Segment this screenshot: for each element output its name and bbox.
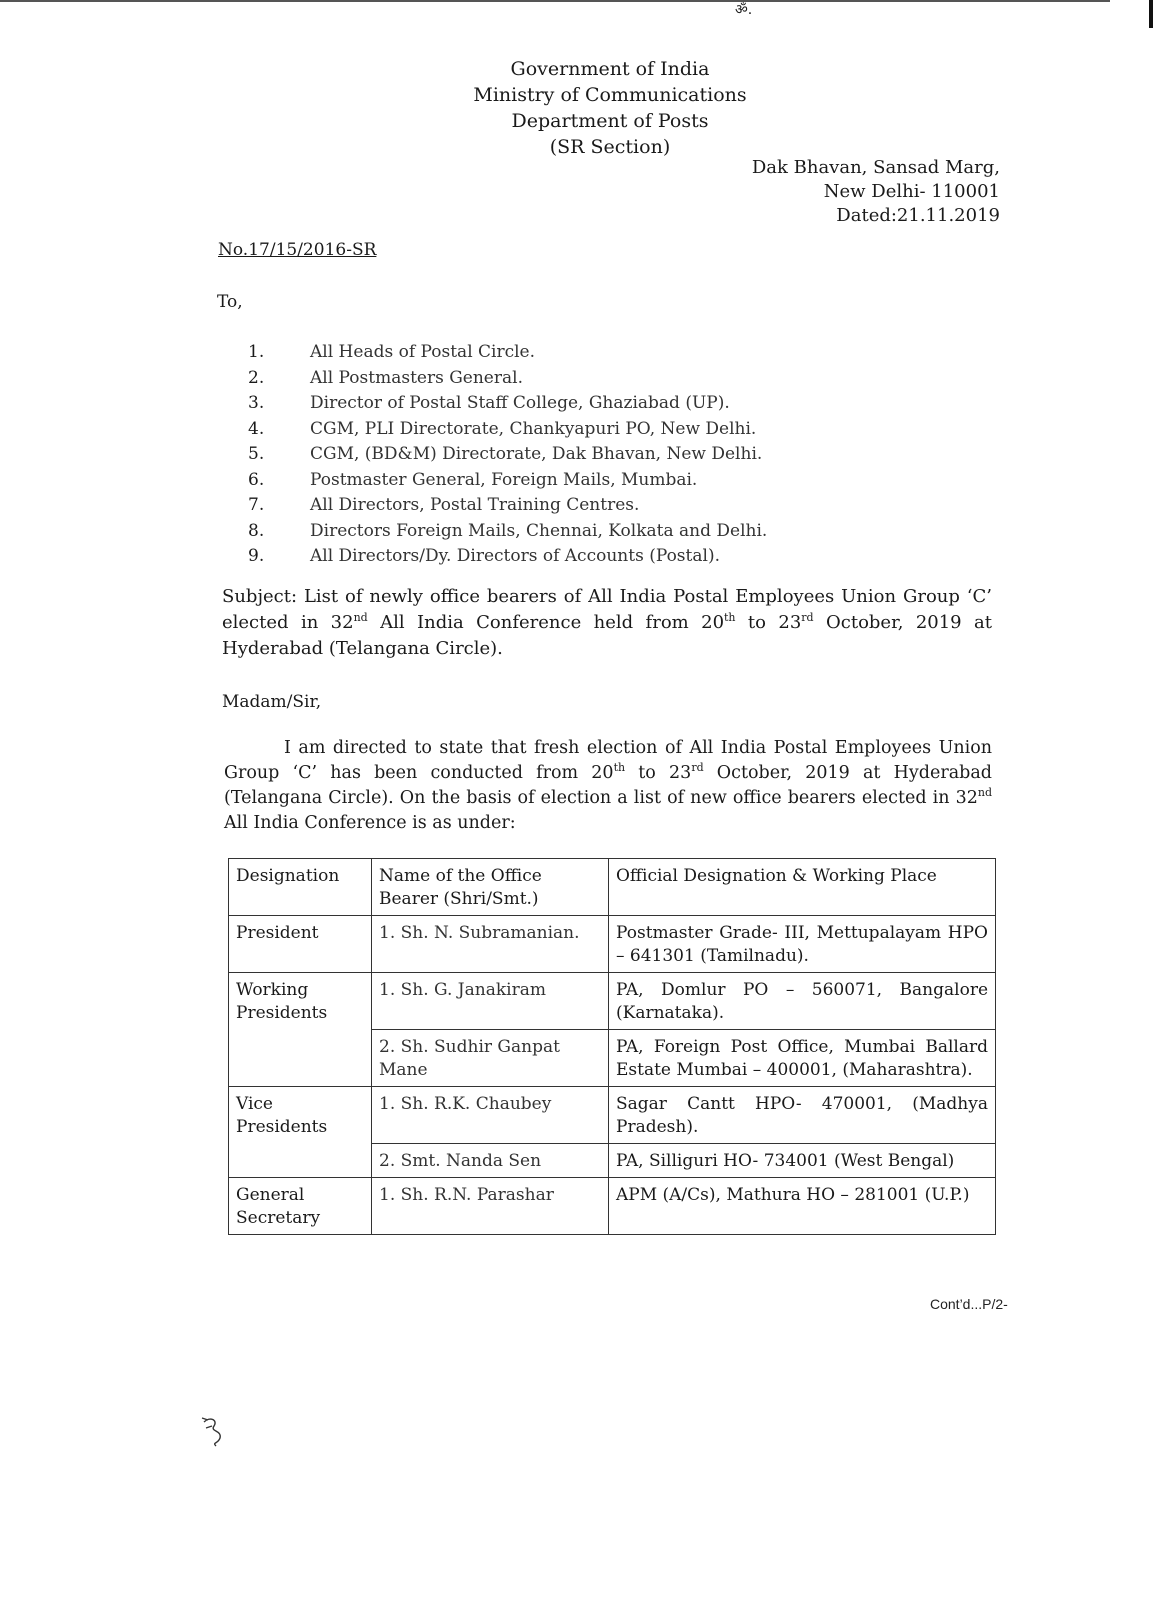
superscript: th: [613, 761, 626, 775]
body-text: to 23: [625, 763, 692, 783]
name-cell: 1. Sh. G. Janakiram: [372, 973, 609, 1030]
list-item: [248, 417, 888, 443]
table-header-row: [229, 859, 996, 916]
place-cell: APM (A/Cs), Mathura HO – 281001 (U.P.): [609, 1178, 996, 1235]
name-cell: 1. Sh. N. Subramanian.: [372, 916, 609, 973]
sender-address: [700, 156, 1000, 228]
place-cell: PA, Foreign Post Office, Mumbai Ballard Estate Mumbai – 400001, (Maharashtra).: [609, 1030, 996, 1087]
designation-cell: General Secretary: [229, 1178, 372, 1235]
name-cell: 2. Smt. Nanda Sen: [372, 1144, 609, 1178]
item-text: All Heads of Postal Circle.: [310, 342, 536, 362]
body-text: I am directed to state that fresh election of All India Postal Employees Union Group ‘C’ has been conducted from 20: [224, 738, 992, 783]
place-cell: PA, Domlur PO – 560071, Bangalore (Karnataka).: [609, 973, 996, 1030]
superscript: nd: [353, 611, 368, 624]
item-number: 1.: [248, 342, 265, 362]
letterhead-line: (SR Section): [549, 136, 671, 158]
subject-text: October, 2019 at Hyderabad (Telangana Circle).: [222, 612, 992, 659]
list-item: [248, 544, 888, 570]
column-header: Name of the Office Bearer (Shri/Smt.): [372, 859, 609, 916]
item-text: CGM, PLI Directorate, Chankyapuri PO, New Delhi.: [310, 418, 757, 439]
place-cell: Postmaster Grade- III, Mettupalayam HPO – 641301 (Tamilnadu).: [609, 916, 996, 973]
subject-paragraph: [222, 584, 992, 662]
list-item: [248, 366, 888, 392]
name-cell: 1. Sh. R.N. Parashar: [372, 1178, 609, 1235]
stray-mark: ॐ.: [735, 2, 753, 18]
item-text: All Directors, Postal Training Centres.: [310, 495, 640, 515]
place-cell: PA, Silliguri HO- 734001 (West Bengal): [609, 1144, 996, 1178]
item-text: Director of Postal Staff College, Ghaziabad (UP).: [310, 393, 730, 413]
subject-label: Subject:: [222, 586, 298, 607]
scan-top-edge: [0, 0, 1110, 2]
table-row: [229, 1087, 996, 1144]
superscript: rd: [801, 611, 814, 624]
body-paragraph: [224, 736, 992, 836]
place-cell: Sagar Cantt HPO- 470001, (Madhya Pradesh).: [609, 1087, 996, 1144]
address-line: New Delhi- 110001: [823, 181, 1000, 202]
to-label: To,: [217, 292, 243, 312]
superscript: th: [724, 611, 736, 624]
scan-right-edge: [1149, 0, 1153, 28]
recipient-list: [248, 340, 888, 570]
salutation: Madam/Sir,: [222, 692, 322, 712]
superscript: nd: [977, 786, 992, 800]
designation-cell: President: [229, 916, 372, 973]
designation-cell: Vice Presidents: [229, 1087, 372, 1178]
item-text: CGM, (BD&M) Directorate, Dak Bhavan, New Delhi.: [310, 444, 763, 464]
continued-note: Cont’d...P/2-: [930, 1296, 1008, 1312]
item-number: 5.: [248, 444, 265, 464]
scribble-mark: [200, 1414, 230, 1448]
item-text: Directors Foreign Mails, Chennai, Kolkata and Delhi.: [310, 520, 768, 541]
item-text: All Directors/Dy. Directors of Accounts (Postal).: [310, 546, 720, 566]
address-line: Dak Bhavan, Sansad Marg,: [751, 157, 1000, 178]
list-item: [248, 391, 888, 417]
letterhead-line: Department of Posts: [511, 110, 709, 132]
item-text: Postmaster General, Foreign Mails, Mumbai.: [310, 469, 698, 490]
item-number: 4.: [248, 418, 265, 439]
name-cell: 2. Sh. Sudhir Ganpat Mane: [372, 1030, 609, 1087]
list-item: [248, 340, 888, 366]
item-number: 6.: [248, 469, 265, 490]
body-text: October, 2019 at Hyderabad (Telangana Circle). On the basis of election a list of new office bearers elected in 32: [224, 763, 992, 808]
column-header: Official Designation & Working Place: [609, 859, 996, 916]
letterhead-line: Ministry of Communications: [473, 84, 747, 106]
item-number: 3.: [248, 393, 265, 413]
subject-text: All India Conference held from 20: [367, 612, 725, 633]
letterhead-line: Government of India: [510, 58, 710, 80]
item-number: 2.: [248, 367, 265, 388]
office-bearers-table: [228, 858, 996, 1235]
reference-number: No.17/15/2016-SR: [218, 240, 377, 260]
body-text: All India Conference is as under:: [224, 813, 516, 833]
date-line: Dated:21.11.2019: [836, 205, 1000, 226]
item-number: 9.: [248, 546, 265, 566]
superscript: rd: [691, 761, 704, 775]
designation-cell: Working Presidents: [229, 973, 372, 1087]
list-item: [248, 442, 888, 468]
table-row: [229, 916, 996, 973]
column-header: Designation: [229, 859, 372, 916]
name-cell: 1. Sh. R.K. Chaubey: [372, 1087, 609, 1144]
list-item: [248, 519, 888, 545]
subject-text: to 23: [735, 612, 802, 633]
table-row: [229, 973, 996, 1030]
item-number: 8.: [248, 520, 265, 541]
list-item: [248, 493, 888, 519]
subject-text: List of newly office bearers of All India Postal Employees Union Group ‘C’ elected in 32: [222, 586, 992, 633]
table-row: [229, 1178, 996, 1235]
letterhead: [430, 56, 790, 160]
item-text: All Postmasters General.: [310, 367, 523, 388]
list-item: [248, 468, 888, 494]
item-number: 7.: [248, 495, 265, 515]
